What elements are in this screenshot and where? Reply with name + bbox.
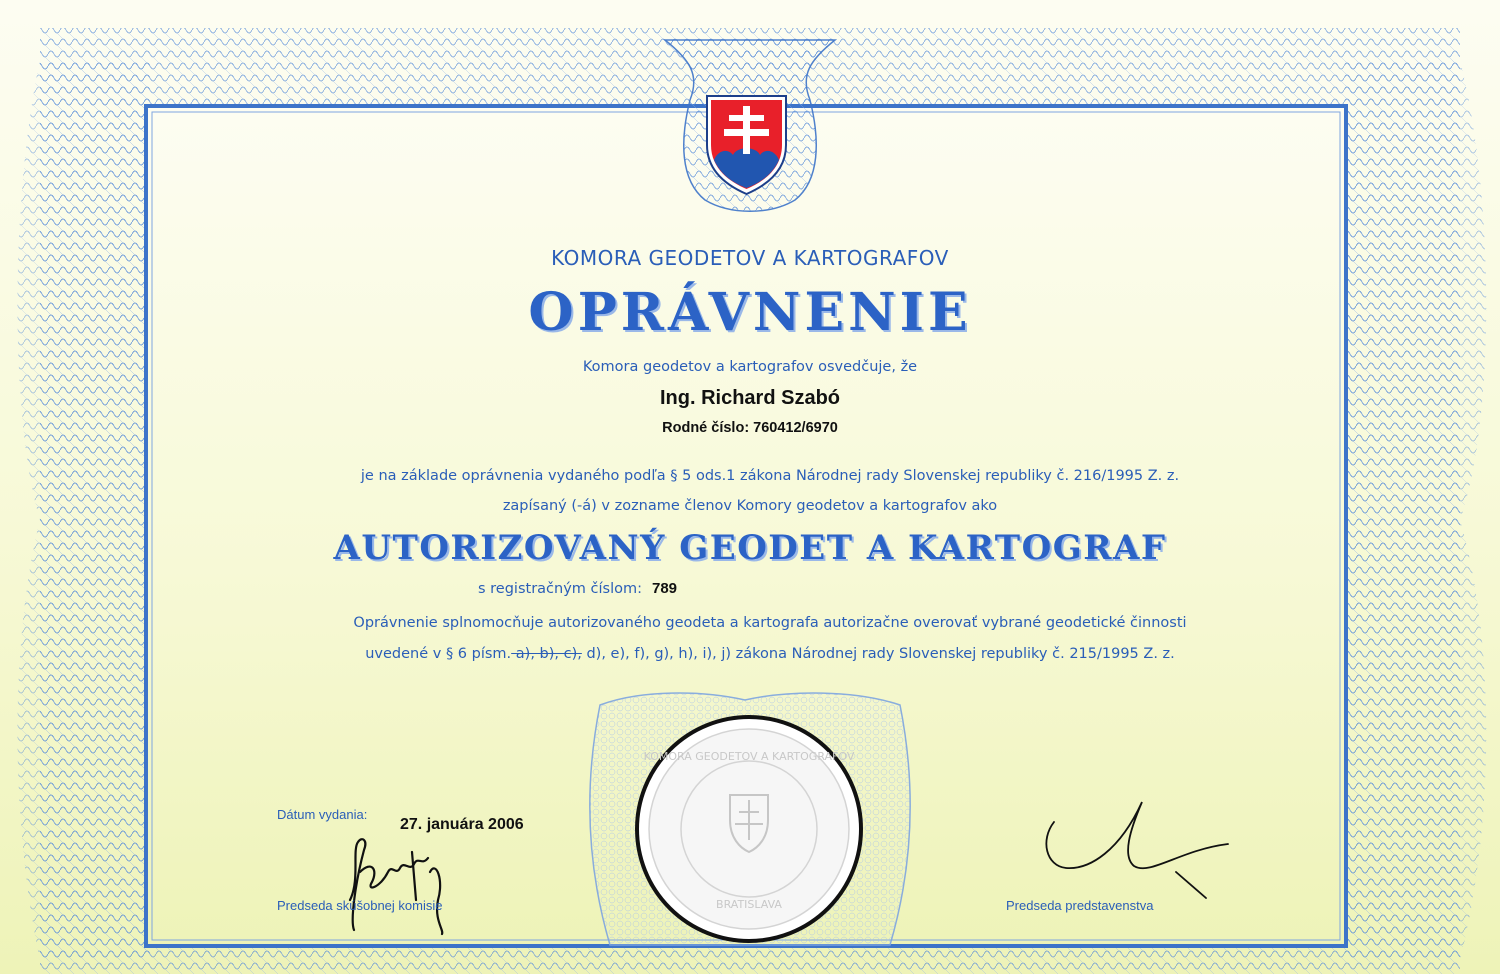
authorized-letters: d), e), f), g), h), i), j): [581, 646, 732, 662]
registration-label: s registračným číslom:: [478, 581, 642, 597]
seal-text-top: KOMORA GEODETOV A KARTOGRAFOV: [643, 750, 855, 763]
registration-row: [478, 580, 677, 597]
certifies-text: Komora geodetov a kartografov osvedčuje, že: [582, 359, 918, 375]
issue-date-label: Dátum vydania:: [277, 807, 368, 822]
struck-letters: a), b), c),: [511, 646, 582, 662]
left-signatory-title: Predseda skúšobnej komisie: [277, 898, 443, 913]
legal-basis-text: je na základe oprávnenia vydaného podľa § 5 ods.1 zákona Národnej rady Slovenskej republiky č. 216/1995 Z. z.: [360, 468, 1180, 484]
issue-date: 27. januára 2006: [400, 816, 524, 833]
birth-number: Rodné číslo: 760412/6970: [662, 420, 838, 436]
registration-number: 789: [652, 580, 678, 597]
organization-name: KOMORA GEODETOV A KARTOGRAFOV: [551, 246, 949, 270]
seal-text-bottom: BRATISLAVA: [716, 898, 782, 911]
registration-statement: zapísaný (-á) v zozname členov Komory geodetov a kartografov ako: [502, 498, 998, 514]
authorization-text-line2: [0, 646, 1500, 662]
holder-name: Ing. Richard Szabó: [659, 387, 841, 409]
certificate-title: OPRÁVNENIE: [528, 282, 972, 343]
authorization-prefix: uvedené v § 6 písm.: [365, 646, 512, 662]
authorization-text-line1: Oprávnenie splnomocňuje autorizovaného geodeta a kartografa autorizačne overovať vybrané geodetické činnosti: [353, 615, 1187, 631]
right-signatory-title: Predseda predstavenstva: [1006, 898, 1154, 913]
authorization-suffix: zákona Národnej rady Slovenskej republiky č. 215/1995 Z. z.: [731, 646, 1175, 662]
profession-title: AUTORIZOVANÝ GEODET A KARTOGRAF: [333, 528, 1167, 568]
